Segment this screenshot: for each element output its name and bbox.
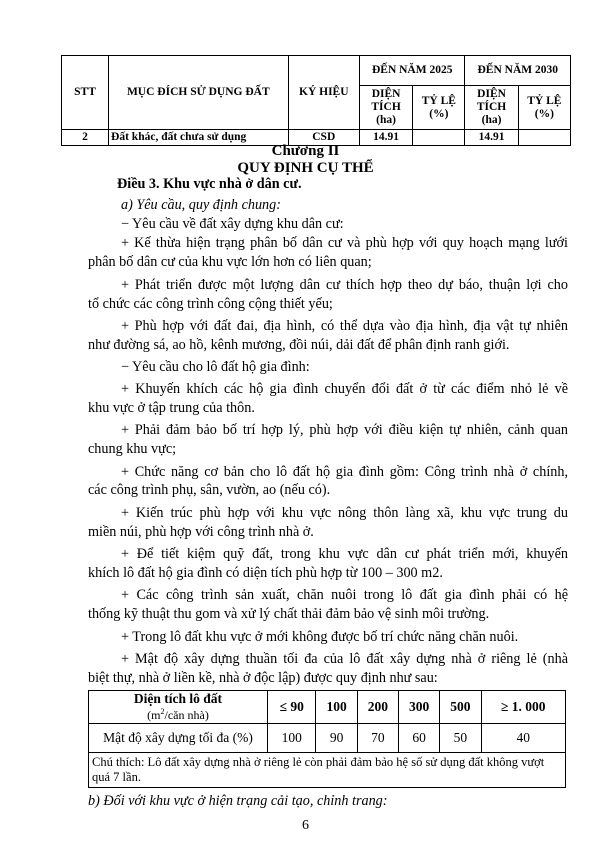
- header-2030: ĐẾN NĂM 2030: [465, 56, 571, 86]
- header-area-2025: DIỆN TÍCH (ha): [359, 86, 412, 130]
- header-purpose: MỤC ĐÍCH SỬ DỤNG ĐẤT: [109, 56, 289, 130]
- paragraph: tổ chức các công trình công cộng thiết yếu;: [88, 295, 333, 312]
- paragraph: + Trong lô đất khu vực ở mới không được bố trí chức năng chăn nuôi.: [121, 628, 519, 645]
- row-stt: 2: [62, 130, 109, 146]
- header-area-2030: DIỆN TÍCH (ha): [465, 86, 518, 130]
- article-heading: Điều 3. Khu vực nhà ở dân cư.: [117, 176, 302, 193]
- row-area-2025: 14.91: [359, 130, 412, 146]
- paragraph: khu vực ở tập trung của thôn.: [88, 399, 255, 416]
- paragraph: khích lô đất hộ gia đình có diện tích phù hợp từ 100 – 300 m2.: [88, 564, 443, 581]
- density-col: ≥ 1. 000: [481, 691, 565, 724]
- paragraph: + Chức năng cơ bản cho lô đất hộ gia đình gồm: Công trình nhà ở chính,: [121, 463, 568, 480]
- density-area-header: Diện tích lô đất ($m^2$/căn nhà): [89, 691, 268, 724]
- land-use-table: [61, 55, 571, 146]
- chapter-title: QUY ĐỊNH CỤ THỂ: [237, 159, 374, 176]
- density-table: [88, 690, 566, 788]
- density-label: Mật độ xây dựng tối đa (%): [89, 724, 268, 753]
- density-col: ≤ 90: [268, 691, 316, 724]
- row-purpose: Đất khác, đất chưa sử dụng: [109, 130, 289, 146]
- paragraph: các công trình phụ, sân, vườn, ao (nếu có).: [88, 482, 331, 499]
- density-col: 100: [316, 691, 357, 724]
- header-2025: ĐẾN NĂM 2025: [359, 56, 464, 86]
- paragraph: miền núi, phù hợp với công trình nhà ở.: [88, 523, 314, 540]
- density-note: Chú thích: Lô đất xây dựng nhà ở riêng lẻ còn phải đảm bảo hệ số sử dụng đất không vượt quá 7 lần.: [89, 753, 566, 788]
- paragraph: + Các công trình sản xuất, chăn nuôi trong lô đất gia đình phải có hệ: [121, 587, 568, 604]
- paragraph: − Yêu cầu cho lô đất hộ gia đình:: [121, 359, 310, 376]
- paragraph: − Yêu cầu về đất xây dựng khu dân cư:: [121, 215, 344, 232]
- paragraph: biệt thự, nhà ở liền kề, nhà ở độc lập) được quy định như sau:: [88, 669, 438, 686]
- density-value: 90: [316, 724, 357, 753]
- header-ratio-2025: TỶ LỆ (%): [413, 86, 465, 130]
- row-code: CSD: [288, 130, 359, 146]
- paragraph: + Khuyến khích các hộ gia đình chuyển đổi đất ở từ các điểm nhỏ lẻ về: [121, 380, 568, 397]
- density-value: 70: [357, 724, 398, 753]
- section-a: a) Yêu cầu, quy định chung:: [121, 196, 281, 213]
- header-ratio-2030: TỶ LỆ (%): [518, 86, 570, 130]
- page-number: 6: [302, 818, 309, 834]
- density-area-unit: ($m^2$/căn nhà): [147, 707, 209, 723]
- density-col: 300: [398, 691, 439, 724]
- paragraph: + Phải đảm bảo bố trí hợp lý, phù hợp với điều kiện tự nhiên, cảnh quan: [121, 422, 568, 439]
- paragraph: + Kiến trúc phù hợp với khu vực nông thôn làng xã, khu vực trung du: [121, 504, 568, 521]
- paragraph: + Phù hợp với đất đai, địa hình, có thể dựa vào địa hình, địa vật tự nhiên: [121, 318, 568, 335]
- paragraph: phân bố dân cư của khu vực lớn hơn có liên quan;: [88, 253, 372, 270]
- chapter-number: Chương II: [271, 143, 340, 160]
- density-col: 500: [440, 691, 481, 724]
- paragraph: chung khu vực;: [88, 441, 177, 458]
- paragraph: + Kế thừa hiện trạng phân bố dân cư và phù hợp với quy hoạch mạng lưới: [121, 234, 568, 251]
- paragraph: + Mật độ xây dựng thuần tối đa của lô đất xây dựng nhà ở riêng lẻ (nhà: [121, 650, 568, 667]
- paragraph: + Phát triển được một lượng dân cư thích hợp theo dự báo, thuận lợi cho: [121, 276, 568, 293]
- paragraph: + Để tiết kiệm quỹ đất, trong khu vực dân cư phát triển mới, khuyến: [121, 546, 568, 563]
- density-value: 40: [481, 724, 565, 753]
- header-stt: STT: [62, 56, 109, 130]
- density-value: 50: [440, 724, 481, 753]
- density-value: 100: [268, 724, 316, 753]
- header-code: KÝ HIỆU: [288, 56, 359, 130]
- section-b: b) Đối với khu vực ở hiện trạng cải tạo, chỉnh trang:: [88, 793, 388, 810]
- paragraph: thống kỹ thuật thu gom và xử lý chất thải đảm bảo vệ sinh môi trường.: [88, 606, 490, 623]
- paragraph: như đường sá, ao hồ, kênh mương, đồi núi, dải đất để phân định ranh giới.: [88, 337, 510, 354]
- row-area-2030: 14.91: [465, 130, 518, 146]
- density-value: 60: [398, 724, 439, 753]
- density-col: 200: [357, 691, 398, 724]
